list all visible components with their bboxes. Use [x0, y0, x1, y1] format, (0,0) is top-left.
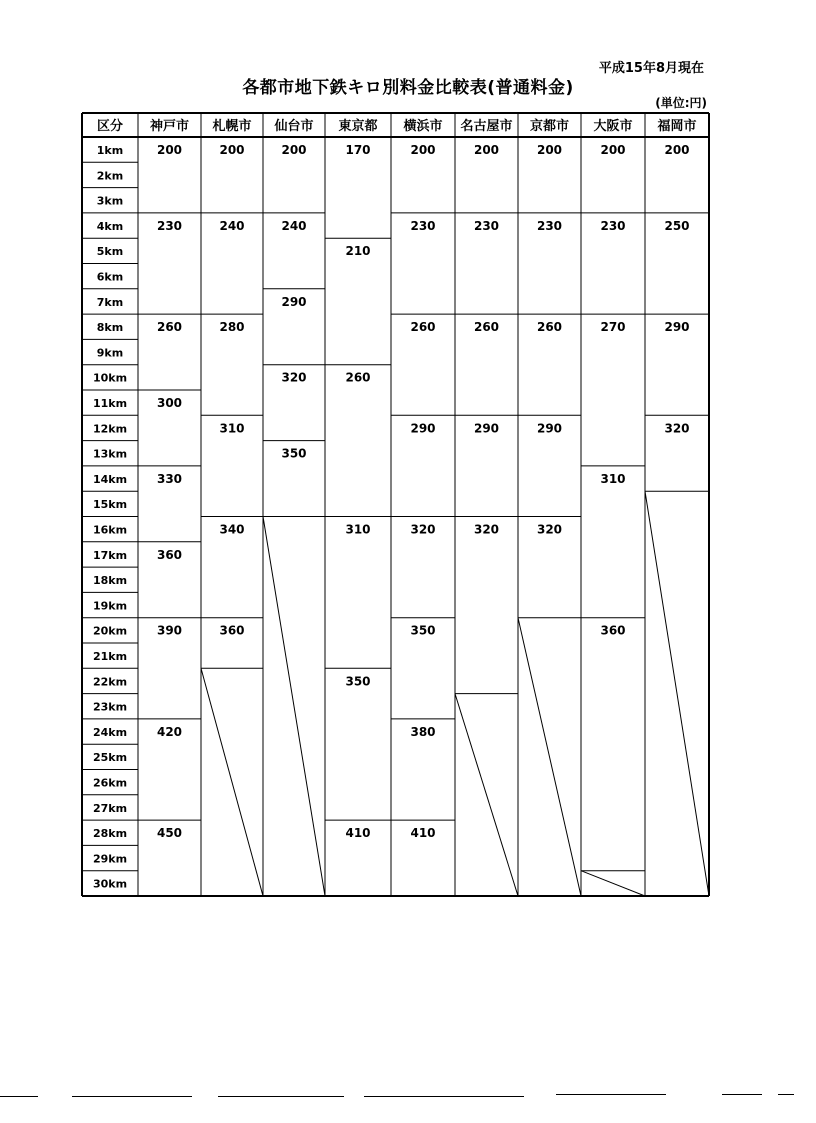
- fare-value: 410: [345, 826, 371, 841]
- fare-value: 290: [664, 320, 690, 335]
- km-label: 25km: [92, 751, 128, 765]
- no-service-diagonal: [455, 694, 518, 896]
- km-label: 14km: [92, 472, 128, 486]
- fare-value: 290: [410, 421, 436, 436]
- km-label: 8km: [96, 321, 124, 335]
- fare-value: 200: [410, 143, 436, 157]
- km-label: 4km: [96, 219, 124, 233]
- fare-value: 350: [345, 674, 371, 689]
- footer-rule: [364, 1096, 524, 1097]
- km-label: 10km: [92, 371, 128, 385]
- city-header: 大阪市: [593, 119, 633, 134]
- no-service-diagonal: [201, 668, 263, 896]
- fare-value: 270: [600, 320, 626, 335]
- page-title: 各都市地下鉄キロ別料金比較表(普通料金): [242, 78, 574, 98]
- fare-value: 240: [219, 218, 245, 233]
- fare-value: 200: [536, 143, 563, 157]
- fare-value: 280: [219, 320, 245, 335]
- fare-value: 310: [219, 421, 245, 436]
- fare-value: 320: [664, 421, 690, 436]
- no-service-diagonal: [263, 517, 325, 897]
- fare-value: 340: [219, 522, 245, 537]
- date-note: 平成15年8月現在: [598, 61, 704, 76]
- km-label: 11km: [92, 397, 128, 410]
- km-label: 6km: [96, 270, 124, 284]
- km-label: 27km: [92, 801, 128, 815]
- fare-value: 390: [156, 623, 183, 638]
- fare-value: 170: [345, 143, 371, 157]
- km-label: 12km: [92, 422, 128, 436]
- km-label: 15km: [92, 498, 128, 512]
- city-header: 福岡市: [657, 119, 697, 134]
- fare-value: 290: [473, 421, 500, 436]
- city-header: 仙台市: [274, 119, 314, 134]
- fare-value: 260: [156, 320, 183, 335]
- km-label: 17km: [92, 548, 128, 562]
- km-label: 28km: [92, 827, 128, 841]
- km-label: 19km: [92, 599, 128, 613]
- fare-value: 260: [536, 320, 563, 335]
- fare-value: 310: [345, 522, 371, 537]
- km-label: 23km: [92, 700, 128, 714]
- km-label: 22km: [92, 675, 128, 689]
- fare-value: 200: [473, 143, 500, 157]
- footer-rule: [0, 1096, 38, 1097]
- fare-value: 350: [281, 446, 307, 461]
- city-header: 札幌市: [212, 119, 252, 134]
- footer-rule: [722, 1094, 762, 1095]
- fare-value: 260: [473, 320, 500, 335]
- fare-value: 350: [410, 623, 436, 638]
- fare-value: 230: [410, 218, 436, 233]
- fare-value: 230: [536, 218, 563, 233]
- fare-value: 360: [156, 547, 183, 562]
- fare-value: 380: [410, 724, 436, 739]
- km-label: 13km: [92, 447, 128, 461]
- fare-value: 330: [156, 471, 183, 486]
- fare-value: 200: [281, 143, 307, 157]
- km-label: 5km: [96, 245, 124, 259]
- fare-value: 230: [600, 218, 626, 233]
- fare-value: 320: [473, 522, 500, 537]
- footer-rule: [556, 1094, 666, 1095]
- fare-value: 250: [664, 218, 690, 233]
- km-label: 24km: [92, 725, 128, 739]
- fare-value: 450: [156, 826, 183, 841]
- fare-value: 300: [156, 396, 183, 410]
- fare-value: 200: [600, 143, 626, 157]
- fare-value: 310: [600, 471, 626, 486]
- no-service-diagonal: [518, 618, 581, 896]
- city-header: 東京都: [338, 119, 378, 134]
- fare-value: 230: [156, 218, 183, 233]
- fare-value: 320: [410, 522, 436, 537]
- fare-value: 260: [410, 320, 436, 335]
- corner-label: 区分: [96, 119, 124, 134]
- km-label: 18km: [92, 574, 128, 588]
- fare-value: 360: [600, 623, 626, 638]
- fare-value: 210: [345, 244, 371, 259]
- km-label: 21km: [92, 650, 128, 663]
- fare-value: 360: [219, 623, 245, 638]
- city-header: 京都市: [529, 119, 570, 134]
- footer-rule: [778, 1094, 794, 1095]
- fare-value: 290: [281, 294, 307, 309]
- no-service-diagonal: [645, 491, 709, 896]
- km-label: 9km: [96, 346, 124, 360]
- fare-value: 260: [345, 370, 371, 385]
- no-service-diagonal: [581, 871, 645, 896]
- km-label: 16km: [92, 523, 128, 537]
- fare-value: 320: [536, 522, 563, 537]
- fare-value: 200: [156, 143, 183, 157]
- fare-value: 320: [281, 370, 307, 385]
- km-label: 1km: [96, 144, 124, 157]
- km-label: 30km: [92, 877, 128, 891]
- fare-value: 420: [156, 724, 183, 739]
- fare-value: 200: [219, 143, 245, 157]
- fare-value: 230: [473, 218, 500, 233]
- km-label: 3km: [96, 194, 124, 208]
- footer-rule: [218, 1096, 344, 1097]
- unit-note: (単位:円): [655, 96, 707, 110]
- city-header: 神戸市: [149, 119, 190, 134]
- km-label: 20km: [92, 624, 128, 638]
- km-label: 7km: [96, 295, 124, 309]
- city-header: 横浜市: [403, 119, 443, 134]
- km-label: 29km: [92, 852, 128, 866]
- city-header: 名古屋市: [460, 119, 513, 134]
- km-label: 26km: [92, 776, 128, 790]
- fare-value: 410: [410, 826, 436, 841]
- fare-value: 290: [536, 421, 563, 436]
- footer-rule: [72, 1096, 192, 1097]
- fare-value: 240: [281, 218, 307, 233]
- fare-value: 200: [664, 143, 690, 157]
- km-label: 2km: [96, 169, 124, 183]
